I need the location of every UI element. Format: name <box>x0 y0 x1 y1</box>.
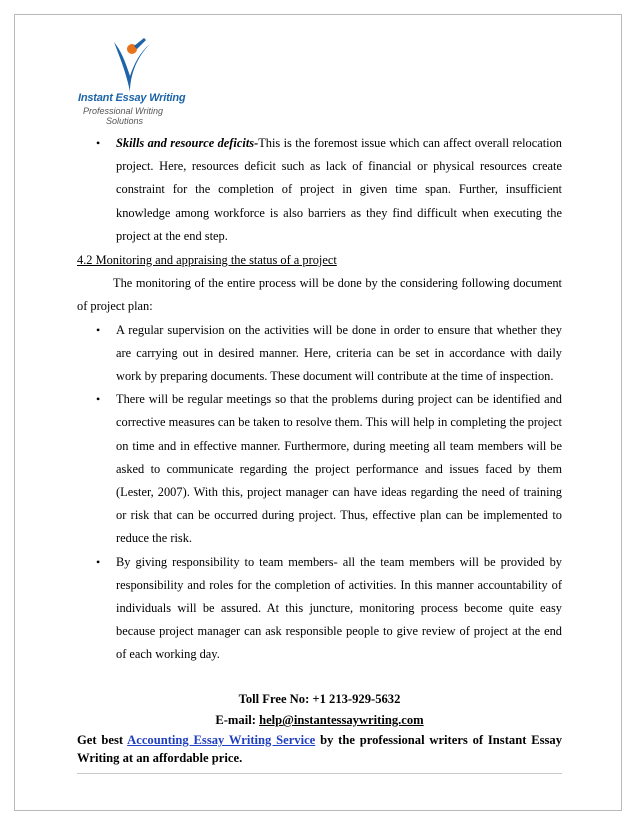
footer-divider <box>77 773 562 774</box>
pen-figure-logo-icon <box>96 36 166 94</box>
paragraph-intro: The monitoring of the entire process will be done by the considering following document of project plan: <box>77 276 562 314</box>
bullet-lead: Skills and resource deficits- <box>116 136 259 150</box>
logo-tagline: Professional Writing <box>83 106 164 116</box>
document-body <box>77 132 562 667</box>
section-heading: 4.2 Monitoring and appraising the status of a project <box>77 253 337 268</box>
list-item <box>77 132 562 248</box>
list-item: • By giving responsibility to team members- all the team members will be provided by responsibility and roles for the completion of activities. In this manner accountability of individuals will be assured. At this juncture, monitoring process become quite easy because project manager can ask responsible people to give review of project at the end of each working day. <box>77 551 562 667</box>
bullet-list-top <box>77 132 562 248</box>
accounting-essay-service-link[interactable]: Accounting Essay Writing Service <box>127 733 316 747</box>
email-line <box>77 711 562 729</box>
list-item: • There will be regular meetings so that the problems during project can be identified and corrective measures can be taken to resolve them. This will help in completing the project on time and in effective manner. Furthermore, during meeting all team members will be asked to communicate regarding the project performance and issues faced by them (Lester, 2007). With this, project manager can have ideas regarding the need of training or risk that can be occurred during project. Thus, effective plan can be implemented to reduce the risk. <box>77 388 562 550</box>
promo-text <box>77 731 562 767</box>
logo-company-name: Instant Essay Writing <box>78 92 186 104</box>
company-logo <box>76 36 186 126</box>
promo-text-start: Get best <box>77 733 128 747</box>
list-item: • A regular supervision on the activities will be done in order to ensure that whether they are carrying out in desired manner. Here, criteria can be set in accordance with daily work by preparing documents. These document will contribute at the time of inspection. <box>77 319 562 389</box>
email-link[interactable]: help@instantessaywriting.com <box>259 713 424 727</box>
page-footer <box>77 690 562 767</box>
promo-text-end: by the professional writers of Instant Essay Writing at an affordable price. <box>77 733 562 765</box>
logo-tagline: Solutions <box>106 116 144 126</box>
bullet-text: This is the foremost issue which can affect overall relocation project. Here, resources deficit such as lack of financial or physical resources create constraint for the completion of project in given time span. Further, insufficient knowledge among workforce is also barriers as they find difficult when executing the project at the end step. <box>116 136 562 243</box>
email-label: E-mail: <box>215 713 260 727</box>
bullet-list-monitoring <box>77 319 562 667</box>
toll-free-number: Toll Free No: +1 213-929-5632 <box>238 692 401 706</box>
